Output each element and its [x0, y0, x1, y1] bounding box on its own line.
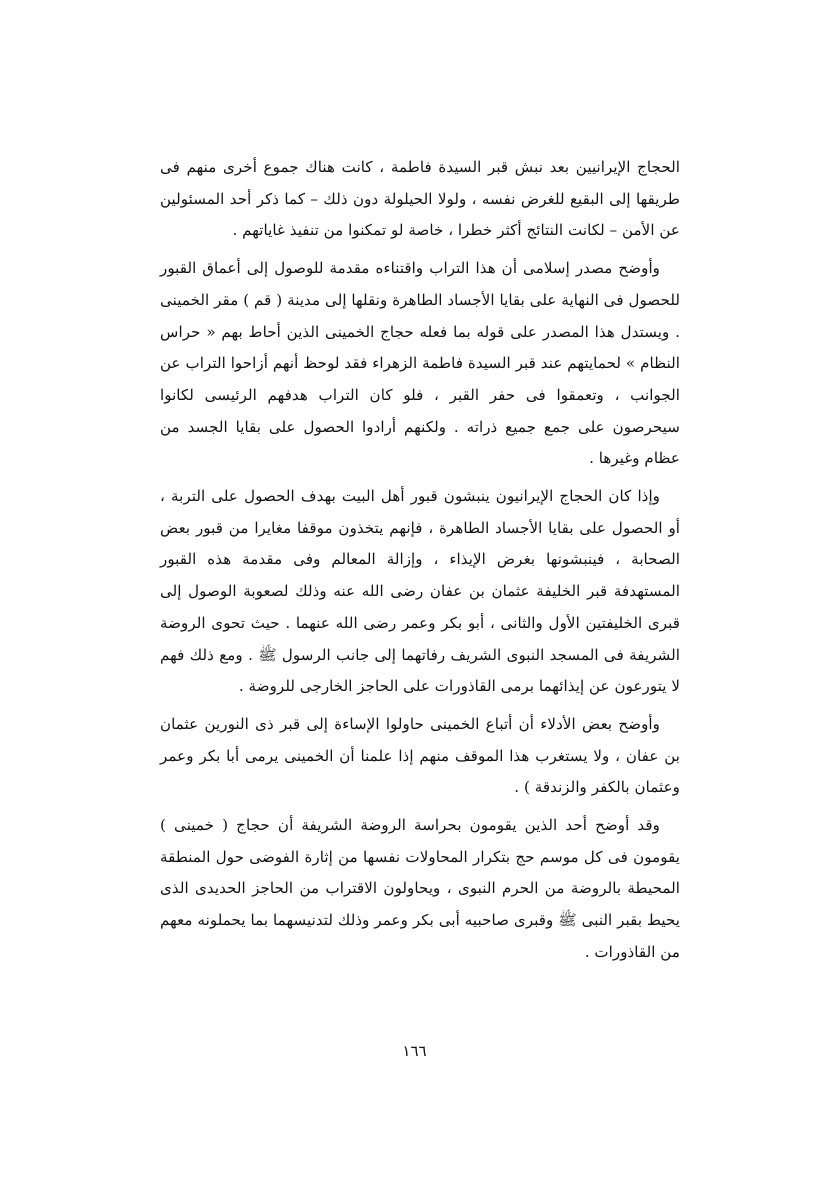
paragraph-1: الحجاج الإيرانيين بعد نبش قبر السيدة فاطمة ، كانت هناك جموع أخرى منهم فى طريقها إلى البقيع للغرض نفسه ، ولولا الحيلولة دون ذلك – كما ذكر أحد المسئولين عن الأمن – لكانت النتائج أكثر خطرا ، خاصة لو تمكنوا من تنفيذ غاياتهم .: [160, 158, 680, 240]
paragraph-4: وأوضح بعض الأدلاء أن أتباع الخمينى حاولوا الإساءة إلى قبر ذى النورين عثمان بن عفان ، ولا يستغرب هذا الموقف منهم إذا علمنا أن الخمينى يرمى أبا بكر وعمر وعثمان بالكفر والزندقة ) .: [160, 714, 680, 797]
paragraph-2: وأوضح مصدر إسلامى أن هذا التراب واقتناءه مقدمة للوصول إلى أعماق القبور للحصول فى النهاية على بقايا الأجساد الطاهرة ونقلها إلى مدينة ( قم ) مقر الخمينى . ويستدل هذا المصدر على قوله بما فعله حجاج الخمينى الذين أحاط بهم « حراس النظام » لحمايتهم عند قبر السيدة فاطمة الزهراء فقد لوحظ أنهم أزاحوا التراب عن الجوانب ، وتعمقوا فى حفر القبر ، فلو كان التراب هدفهم الرئيسى لكانوا سيحرصون على جمع جميع ذراته . ولكنهم أرادوا الحصول على بقايا الجسد من عظام وغيرها .: [160, 259, 680, 468]
paragraph-5: وقد أوضح أحد الذين يقومون بحراسة الروضة الشريفة أن حجاج ( خمينى ) يقومون فى كل موسم حج بتكرار المحاولات نفسها من إثارة الفوضى حول المنطقة المحيطة بالروضة من الحرم النبوى ، ويحاولون الاقتراب من الحاجز الحديدى الذى يحيط بقبر النبى ﷺ وقبرى صاحبيه أبى بكر وعمر وذلك لتدنيسهما بما يحملونه معهم من القاذورات .: [160, 816, 680, 961]
body-text: [160, 152, 680, 975]
page-number: ١٦٦: [402, 1042, 427, 1060]
paragraph-3: وإذا كان الحجاج الإيرانيون ينبشون قبور أهل البيت بهدف الحصول على التربة ، أو الحصول على بقايا الأجساد الطاهرة ، فإنهم يتخذون موقفا مغايرا من قبور بعض الصحابة ، فينبشونها بغرض الإيذاء ، وإزالة المعالم وفى مقدمة هذه القبور المستهدفة قبر الخليفة عثمان بن عفان رضى الله عنه وذلك لصعوبة الوصول إلى قبرى الخليفتين الأول والثانى ، أبو بكر وعمر رضى الله عنهما . حيث تحوى الروضة الشريفة فى المسجد النبوى الشريف رفاتهما إلى جانب الرسول ﷺ . ومع ذلك فهم لا يتورعون عن إيذائهما برمى القاذورات على الحاجز الخارجى للروضة .: [160, 487, 680, 696]
